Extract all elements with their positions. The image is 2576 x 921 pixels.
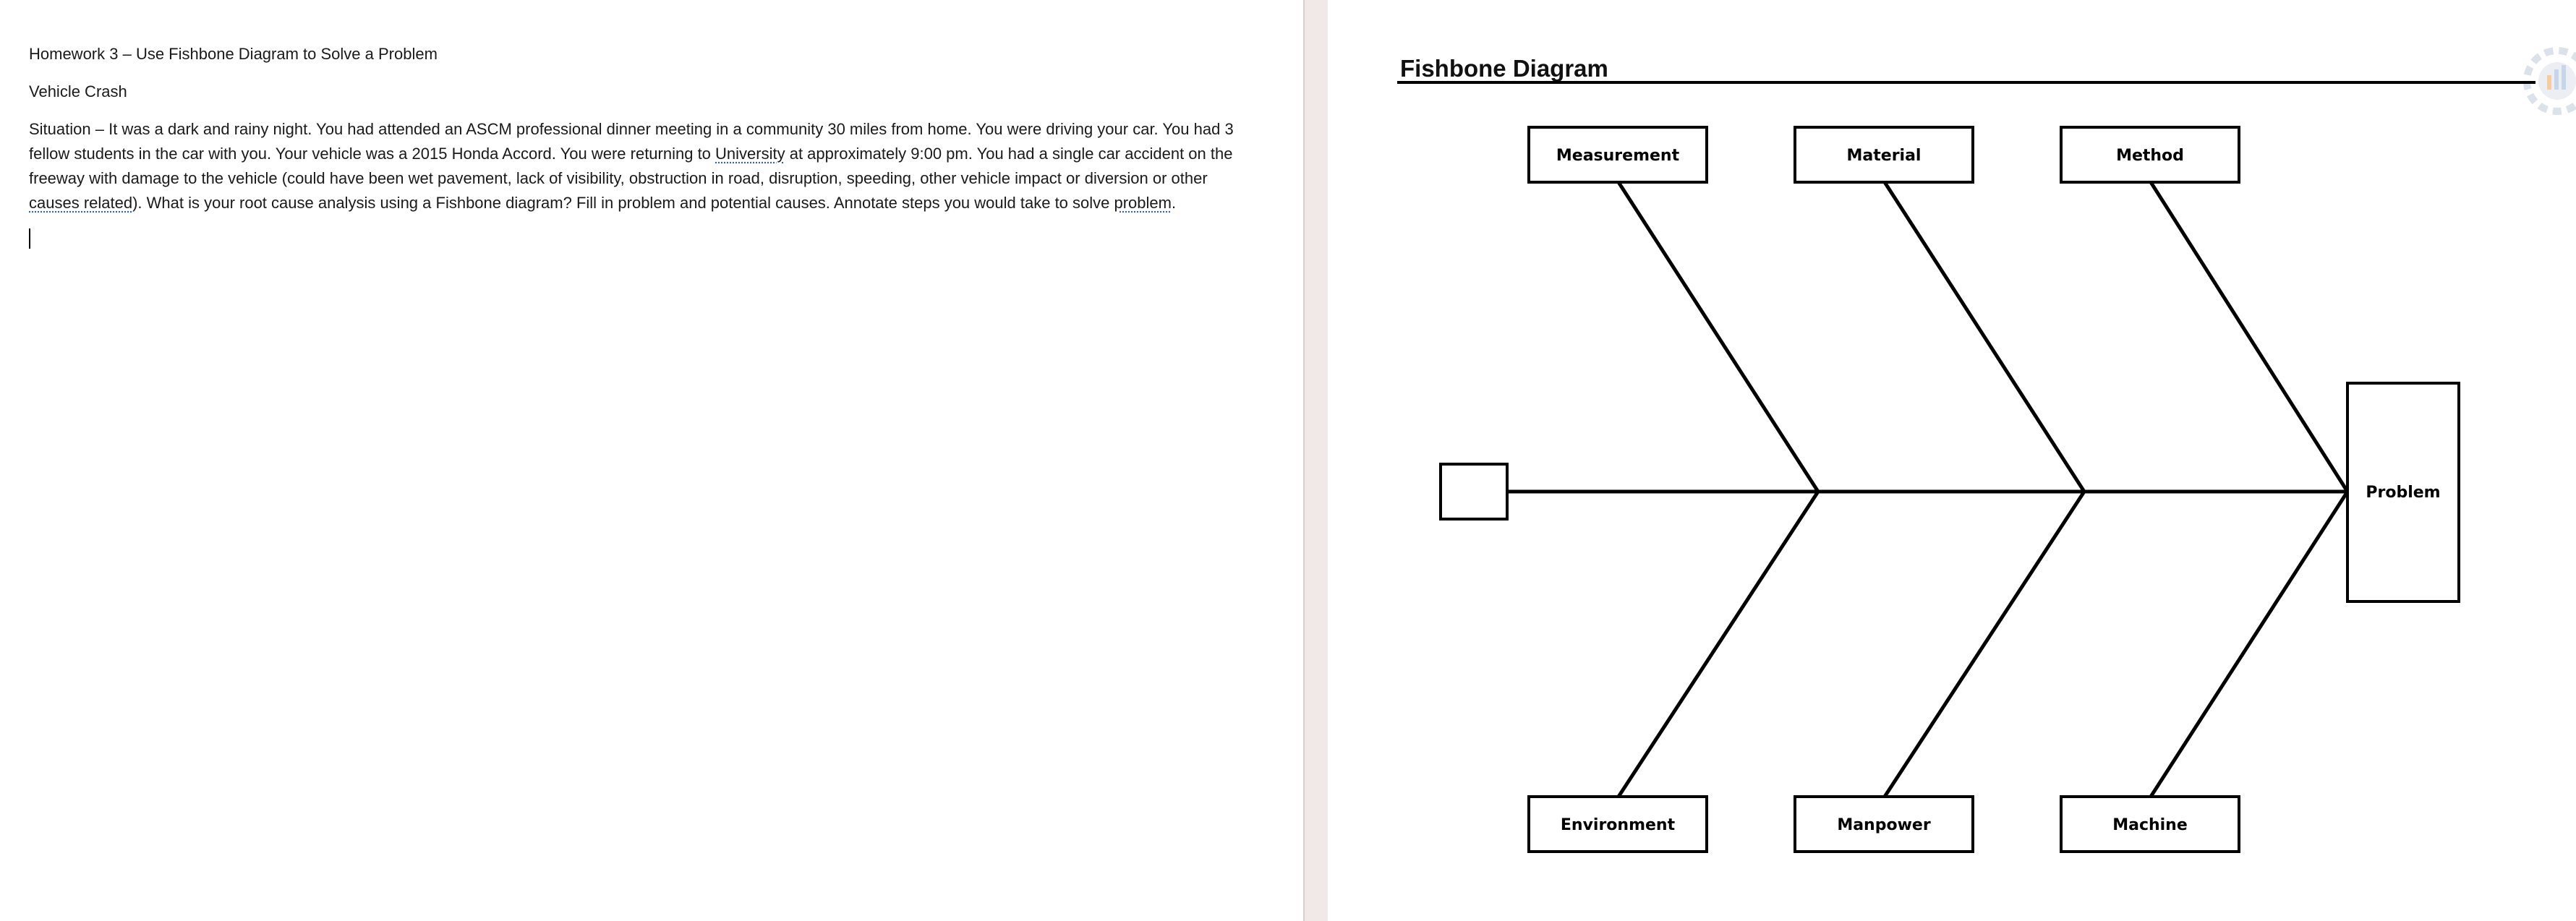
bone-manpower (1885, 492, 2084, 797)
cause-box-material (1795, 127, 1973, 182)
fishbone-image[interactable] (1328, 0, 2576, 921)
fishbone-diagram (1328, 0, 2576, 921)
cause-box-machine (2061, 797, 2239, 852)
cause-label-manpower: Manpower (1837, 816, 1931, 834)
problem-box (2347, 383, 2459, 601)
cause-label-environment: Environment (1560, 816, 1676, 834)
situation-text-3: ). What is your root cause analysis using a Fishbone diagram? Fill in problem and potential causes. Annotate steps you would take to solve (132, 194, 1114, 212)
spellcheck-word-university[interactable]: University (715, 145, 785, 163)
bone-environment (1618, 492, 1818, 797)
problem-label: Problem (2366, 484, 2441, 502)
cause-box-environment (1529, 797, 1707, 852)
cause-label-material: Material (1846, 147, 1922, 165)
spellcheck-word-problem[interactable]: problem (1114, 194, 1172, 212)
document-heading[interactable]: Homework 3 – Use Fishbone Diagram to Solve a Problem (29, 45, 438, 63)
text-cursor (29, 228, 30, 249)
fish-tail-box (1441, 464, 1507, 519)
bone-measurement (1618, 182, 1818, 492)
cause-label-machine: Machine (2112, 816, 2188, 834)
page-gutter (1303, 0, 1328, 921)
situation-text-1: Situation – It was a dark and rainy night. You had attended an ASCM professional dinner meeting in a community 30 miles from home. You were driving your car. You had 3 fellow students in the car with you. Your vehicle was a 2015 Honda Accord. You were returning to (29, 120, 1234, 163)
bone-material (1885, 182, 2084, 492)
cause-box-method (2061, 127, 2239, 182)
situation-text-2: at approximately 9:00 pm. You had a single car accident on the freeway with damage to the vehicle (could have been wet pavement, lack of visibility, obstruction in road, disruption, speeding, other vehicle impact or diversion or other (29, 145, 1233, 187)
document-body[interactable] (29, 42, 1258, 249)
cause-label-measurement: Measurement (1556, 147, 1680, 165)
document-subheading[interactable]: Vehicle Crash (29, 82, 127, 100)
bone-machine (2151, 492, 2347, 797)
page-edge-divider (1303, 0, 1305, 921)
diagram-title: Fishbone Diagram (1400, 55, 1608, 82)
cause-label-method: Method (2116, 147, 2184, 165)
situation-text-4: . (1171, 194, 1177, 212)
cause-box-manpower (1795, 797, 1973, 852)
spellcheck-word-causes-related[interactable]: causes related (29, 194, 133, 212)
cause-box-measurement (1529, 127, 1707, 182)
bone-method (2151, 182, 2347, 492)
situation-paragraph[interactable] (29, 117, 1258, 215)
